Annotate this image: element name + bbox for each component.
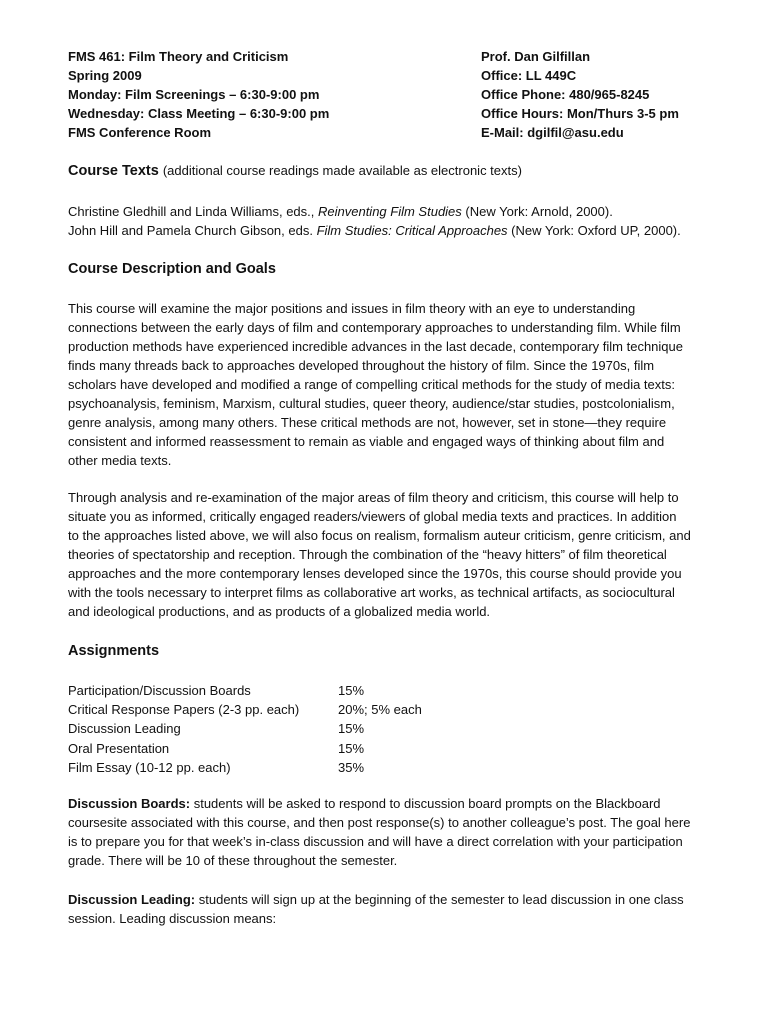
assignment-row bbox=[68, 700, 422, 719]
discussion-boards-paragraph: Discussion Boards: students will be asked to respond to discussion board prompts on the Blackboard coursesite associated with this course, and then post response(s) to another colleague’s post. The goal here is to prepare you for that week’s in-class discussion and will have a direct correlation with your participation grade. There will be 10 of these throughout the semester. bbox=[68, 796, 691, 868]
course-texts-heading bbox=[68, 163, 522, 179]
assignment-row bbox=[68, 719, 422, 738]
assignments-table bbox=[68, 681, 422, 777]
description-paragraph-2: Through analysis and re-examination of the major areas of film theory and criticism, this course will help to situate you as informed, critically engaged readers/viewers of global media texts and practices. In addition to the approaches listed above, we will also focus on realism, formalism auteur criticism, genre criticism, and theories of spectatorship and reception. Through the combination of the “heavy hitters” of film theoretical approaches and the more contemporary lenses developed since the 1970s, this course should provide you with the tools necessary to interpret films as collaborative art works, as technical artifacts, as sociocultural and ideological productions, and as products of a globalized media world. bbox=[68, 490, 691, 619]
book-title: Film Studies: Critical Approaches bbox=[316, 223, 508, 238]
course-info bbox=[68, 47, 329, 142]
course-room: FMS Conference Room bbox=[68, 125, 212, 140]
assignment-weight: 20%; 5% each bbox=[338, 702, 422, 718]
course-texts-title: Course Texts bbox=[68, 163, 159, 179]
office-phone: Office Phone: 480/965-8245 bbox=[481, 87, 650, 102]
book-title: Reinventing Film Studies bbox=[318, 204, 462, 219]
course-term: Spring 2009 bbox=[68, 68, 142, 83]
discussion-leading-paragraph: Discussion Leading: students will sign up at the beginning of the semester to lead discussion in one class session. Leading discussion means: bbox=[68, 892, 684, 926]
assignment-weight: 15% bbox=[338, 683, 365, 698]
assignment-row bbox=[68, 681, 422, 700]
instructor-info bbox=[481, 47, 679, 142]
assignment-name: Oral Presentation bbox=[68, 740, 170, 756]
assignment-row bbox=[68, 758, 422, 777]
assignment-name: Participation/Discussion Boards bbox=[68, 683, 251, 698]
email: E-Mail: dgilfil@asu.edu bbox=[481, 125, 624, 140]
assignment-row bbox=[68, 739, 422, 758]
description-paragraph-1: This course will examine the major positions and issues in film theory with an eye to understanding connections between the early days of film and contemporary approaches to understanding film. While film production methods have experienced incredible advances in the last decade, contemporary film technique finds many threads back to approaches developed throughout the history of film. Since the 1970s, film scholars have developed and modified a range of compelling critical methods for the study of media texts: psychoanalysis, feminism, Marxism, cultural studies, queer theory, audience/star studies, postcolonialism, genre analysis, among many others. These critical methods are not, however, set in stone—they require consistent and informed reassessment to remain as viable and engaged ways of thinking about film and other media texts. bbox=[68, 301, 683, 468]
assignment-name: Critical Response Papers (2-3 pp. each) bbox=[68, 702, 300, 718]
description-heading: Course Description and Goals bbox=[68, 261, 276, 277]
assignment-weight: 15% bbox=[338, 721, 365, 737]
course-texts-subtitle: (additional course readings made available as electronic texts) bbox=[162, 163, 522, 178]
office-location: Office: LL 449C bbox=[481, 68, 577, 83]
discussion-boards-label: Discussion Boards: bbox=[68, 796, 191, 811]
professor-name: Prof. Dan Gilfillan bbox=[481, 49, 591, 64]
wednesday-schedule: Wednesday: Class Meeting – 6:30-9:00 pm bbox=[68, 106, 330, 121]
book-entry: John Hill and Pamela Church Gibson, eds. Film Studies: Critical Approaches (New York: Oxford UP, 2000). bbox=[68, 223, 681, 238]
assignment-weight: 15% bbox=[338, 740, 365, 756]
assignment-name: Film Essay (10-12 pp. each) bbox=[68, 759, 231, 775]
course-texts-list bbox=[68, 202, 736, 240]
assignment-weight: 35% bbox=[338, 759, 365, 775]
monday-schedule: Monday: Film Screenings – 6:30-9:00 pm bbox=[68, 87, 320, 102]
assignment-name: Discussion Leading bbox=[68, 721, 181, 737]
assignments-heading: Assignments bbox=[68, 643, 160, 659]
course-name: FMS 461: Film Theory and Criticism bbox=[68, 49, 289, 64]
book-entry: Christine Gledhill and Linda Williams, eds., Reinventing Film Studies (New York: Arnold, 2000). bbox=[68, 204, 613, 219]
discussion-leading-label: Discussion Leading: bbox=[68, 892, 196, 907]
office-hours: Office Hours: Mon/Thurs 3-5 pm bbox=[481, 106, 679, 121]
